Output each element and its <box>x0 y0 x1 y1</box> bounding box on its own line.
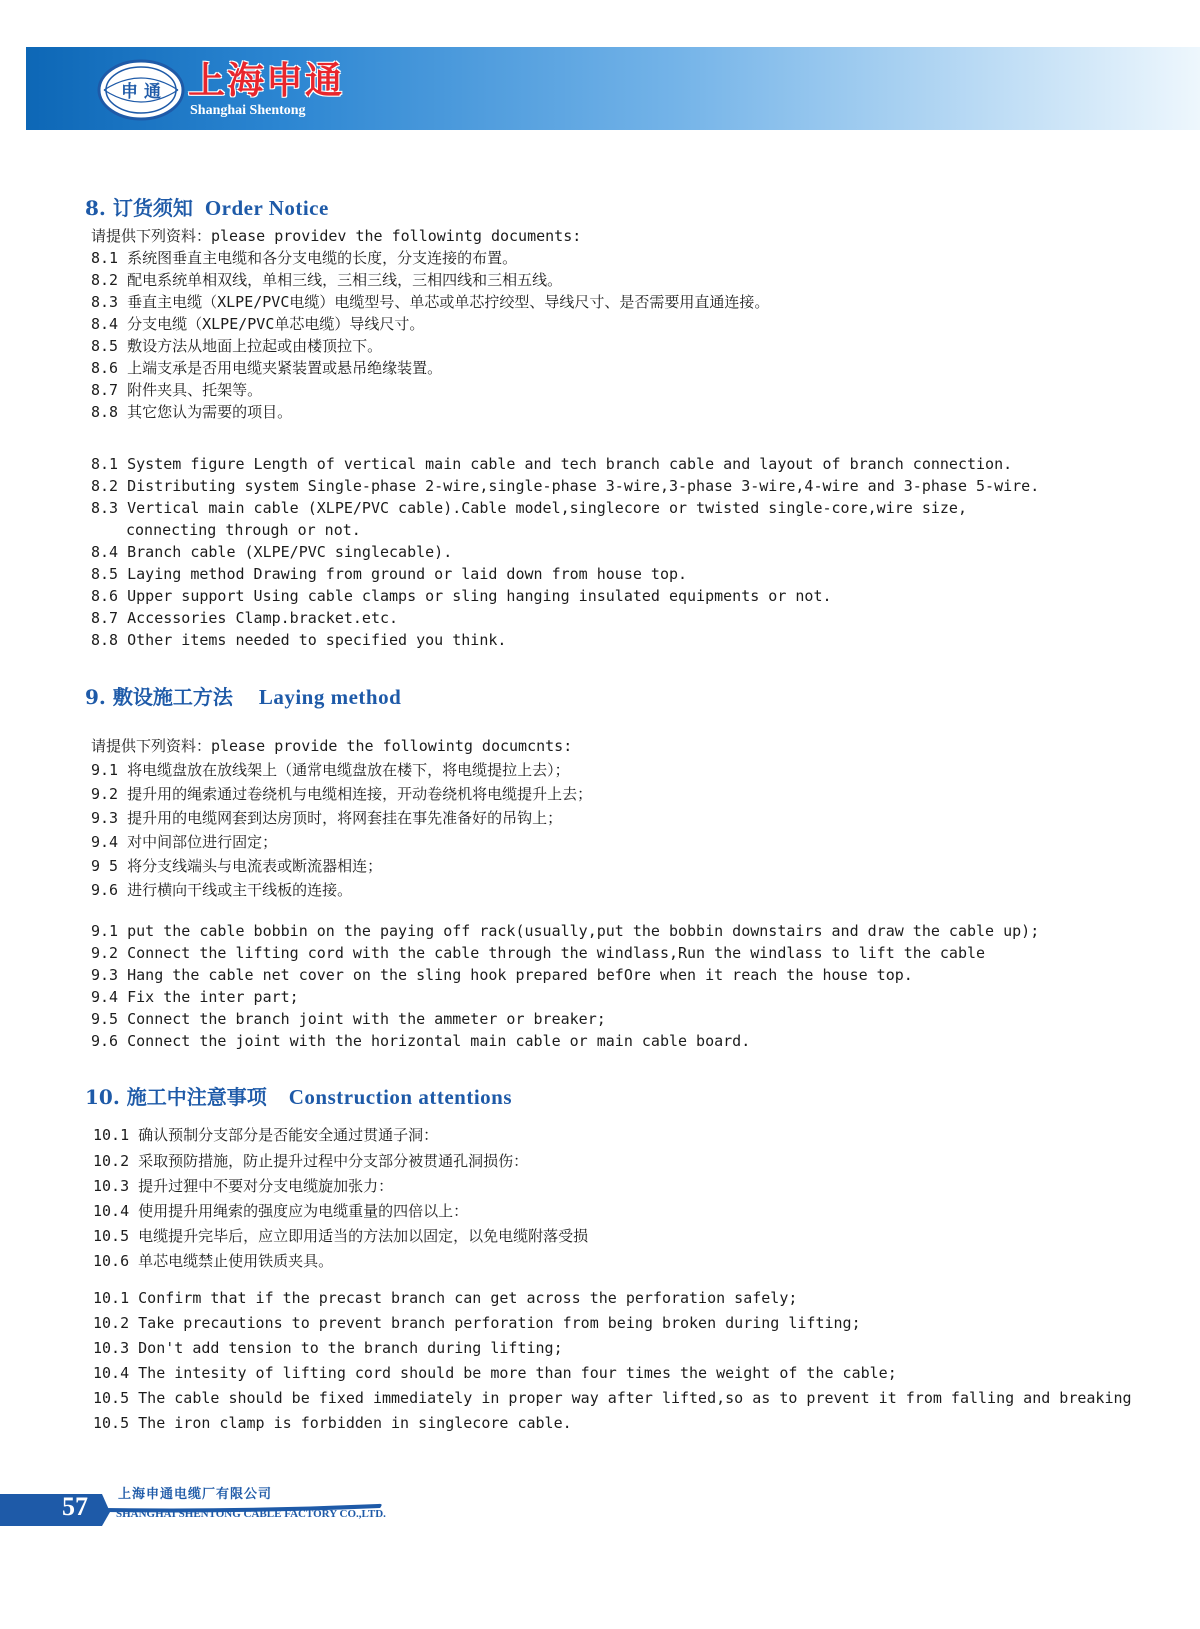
construction-en-line: 10.3 Don't add tension to the branch during lifting; <box>93 1339 563 1357</box>
footer-company-en: SHANGHAI SHENTONG CABLE FACTORY CO.,LTD. <box>116 1508 386 1520</box>
construction-cn-line: 10.5 电缆提升完毕后，应立即用适当的方法加以固定，以免电缆附落受损 <box>93 1227 589 1245</box>
laying-method-cn-line: 9.1 将电缆盘放在放线架上（通常电缆盘放在楼下，将电缆提拉上去）； <box>91 761 570 779</box>
order-notice-cn-line: 8.8 其它您认为需要的项目。 <box>91 403 293 421</box>
order-notice-en-line: 8.5 Laying method Drawing from ground or laid down from house top. <box>91 565 688 583</box>
construction-cn-line: 10.4 使用提升用绳索的强度应为电缆重量的四倍以上： <box>93 1202 469 1220</box>
section-10-heading-en: Construction attentions <box>288 1085 513 1109</box>
construction-en-line: 10.5 The iron clamp is forbidden in singlecore cable. <box>93 1414 572 1432</box>
construction-cn-line: 10.1 确认预制分支部分是否能安全通过贯通子洞： <box>93 1126 439 1144</box>
construction-cn-line: 10.2 采取预防措施，防止提升过程中分支部分被贯通孔洞损伤： <box>93 1152 529 1170</box>
order-notice-en-line: 8.4 Branch cable (XLPE/PVC singlecable). <box>91 543 453 561</box>
section-9-heading <box>85 685 401 709</box>
brand-name-cn: 上海申通 <box>188 58 344 102</box>
logo-emblem-text: 申 通 <box>121 82 161 102</box>
footer-company-cn: 上海申通电缆厂有限公司 <box>118 1487 273 1502</box>
construction-en-line: 10.4 The intesity of lifting cord should be more than four times the weight of the cable; <box>93 1364 897 1382</box>
section-9-heading-cn: 9. 敷设施工方法 <box>85 685 233 709</box>
order-notice-en-line: 8.6 Upper support Using cable clamps or sling hanging insulated equipments or not. <box>91 587 832 605</box>
order-notice-cn-line: 8.2 配电系统单相双线，单相三线，三相三线，三相四线和三相五线。 <box>91 271 563 289</box>
order-notice-cn-line: 8.3 垂直主电缆（XLPE/PVC电缆）电缆型号、单芯或单芯拧绞型、导线尺寸、是否需要用直通连接。 <box>91 293 770 311</box>
laying-method-en-line: 9.2 Connect the lifting cord with the cable through the windlass,Run the windlass to lift the cable <box>91 944 986 962</box>
laying-method-cn-line: 9.4 对中间部位进行固定； <box>91 833 278 851</box>
logo-emblem-icon <box>96 56 186 124</box>
order-notice-cn-line: 请提供下列资料：please providev the followintg documents: <box>91 227 582 245</box>
order-notice-cn-line: 8.4 分支电缆（XLPE/PVC单芯电缆）导线尺寸。 <box>91 315 425 333</box>
construction-en-line: 10.2 Take precautions to prevent branch perforation from being broken during lifting; <box>93 1314 861 1332</box>
laying-method-cn-line: 9.2 提升用的绳索通过卷绕机与电缆相连接，开动卷绕机将电缆提升上去； <box>91 785 593 803</box>
order-notice-en-line: 8.8 Other items needed to specified you think. <box>91 631 507 649</box>
construction-en-line: 10.1 Confirm that if the precast branch can get across the perforation safely; <box>93 1289 798 1307</box>
order-notice-cn-line: 8.7 附件夹具、托架等。 <box>91 381 263 399</box>
laying-method-en-line: 9.5 Connect the branch joint with the ammeter or breaker; <box>91 1010 606 1028</box>
brand-logo <box>96 56 376 124</box>
construction-cn-line: 10.3 提升过狸中不要对分支电缆旋加张力： <box>93 1177 394 1195</box>
construction-en-line: 10.5 The cable should be fixed immediately in proper way after lifted,so as to prevent it from falling and breaking <box>93 1389 1132 1407</box>
laying-method-en-line: 9.1 put the cable bobbin on the paying off rack(usually,put the bobbin downstairs and draw the cable up); <box>91 922 1040 940</box>
laying-method-cn-line: 9 5 将分支线端头与电流表或断流器相连； <box>91 857 383 875</box>
laying-method-cn-line: 9.3 提升用的电缆网套到达房顶时，将网套挂在事先准备好的吊钩上； <box>91 809 563 827</box>
laying-method-cn-line: 请提供下列资料：please provide the followintg documcnts: <box>91 737 573 755</box>
order-notice-cn-line: 8.5 敷设方法从地面上拉起或由楼顶拉下。 <box>91 337 383 355</box>
page-number: 57 <box>62 1492 88 1521</box>
laying-method-en-line: 9.3 Hang the cable net cover on the sling hook prepared befOre when it reach the house top. <box>91 966 913 984</box>
section-9-heading-en: Laying method <box>258 685 402 709</box>
section-8-heading <box>85 196 329 220</box>
order-notice-cn-line: 8.6 上端支承是否用电缆夹紧装置或悬吊绝缘装置。 <box>91 359 443 377</box>
order-notice-en-line: 8.3 Vertical main cable (XLPE/PVC cable).Cable model,singlecore or twisted single-core,wire size, <box>91 499 967 517</box>
section-10-heading <box>85 1085 512 1109</box>
section-10-heading-cn: 10. 施工中注意事项 <box>85 1085 267 1109</box>
order-notice-en-line: 8.7 Accessories Clamp.bracket.etc. <box>91 609 399 627</box>
section-8-heading-cn: 8. 订货须知 <box>85 196 193 220</box>
order-notice-en-line: connecting through or not. <box>126 521 361 539</box>
laying-method-en-line: 9.4 Fix the inter part; <box>91 988 299 1006</box>
laying-method-cn-line: 9.6 进行横向干线或主干线板的连接。 <box>91 881 353 899</box>
brand-name-en: Shanghai Shentong <box>190 103 306 118</box>
order-notice-en-line: 8.1 System figure Length of vertical main cable and tech branch cable and layout of branch connection. <box>91 455 1013 473</box>
order-notice-en-line: 8.2 Distributing system Single-phase 2-wire,single-phase 3-wire,3-phase 3-wire,4-wire and 3-phase 5-wire. <box>91 477 1040 495</box>
laying-method-en-line: 9.6 Connect the joint with the horizontal main cable or main cable board. <box>91 1032 751 1050</box>
order-notice-cn-line: 8.1 系统图垂直主电缆和各分支电缆的长度，分支连接的布置。 <box>91 249 518 267</box>
section-8-heading-en: Order Notice <box>204 196 329 220</box>
construction-cn-line: 10.6 单芯电缆禁止使用铁质夹具。 <box>93 1252 334 1270</box>
